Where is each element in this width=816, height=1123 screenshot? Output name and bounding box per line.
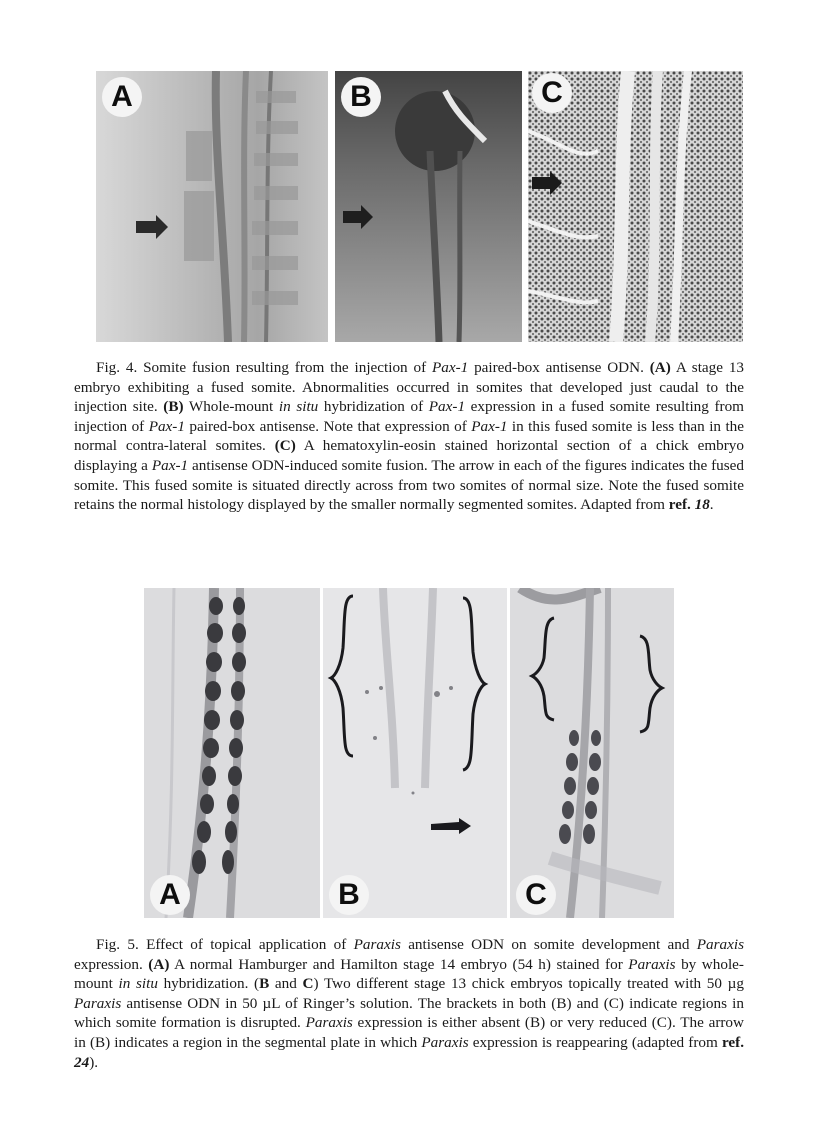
panel-label-c: C — [516, 875, 556, 915]
figure-5-caption-text: Fig. 5. Effect of topical application of Paraxis antisense ODN on somite development and Paraxis expression. (A) A normal Hamburger and Hamilton stage 14 embryo (54 h) stained for Paraxis by whole-mount in situ hybridization. (B and C) Two different stage 13 chick embryos topically treated with 50 µg Paraxis antisense ODN in 50 µL of Ringer’s solution. The brackets in both (B) and (C) indicate regions in which somite formation is disrupted. Paraxis expression is either absent (B) or very reduced (C). The arrow in (B) indicates a region in the segmental plate in which Paraxis expression is reappearing (adapted from ref. 24). — [74, 936, 745, 1071]
histology-section-c — [528, 71, 743, 342]
figure-5-panel-b — [323, 588, 507, 918]
panel-label-b: B — [329, 875, 369, 915]
figure-4-caption — [74, 358, 744, 515]
figure-4-caption-text: Fig. 4. Somite fusion resulting from the injection of Pax-1 paired-box antisense ODN. (A) A stage 13 embryo exhibiting a fused somite. Abnormalities occurred in somites that developed just caudal to the injection site. (B) Whole-mount in situ hybridization of Pax-1 expression in a fused somite resulting from injection of Pax-1 paired-box antisense. Note that expression of Pax-1 in this fused somite is less than in the normal contra-lateral somites. (C) A hematoxylin-eosin stained horizontal section of a chick embryo displaying a Pax-1 antisense ODN-induced somite fusion. The arrow in each of the figures indicates the fused somite. This fused somite is situated directly across from two somites of normal size. Note the fused somite retains the normal histology displayed by the smaller normally segmented somites. Adapted from ref. 18. — [74, 359, 745, 514]
panel-label-a: A — [150, 875, 190, 915]
figure-5-caption — [74, 935, 744, 1072]
figure-5 — [144, 588, 674, 918]
whole-mount-embryo-c — [510, 588, 674, 918]
figure-4-panel-a — [96, 71, 328, 342]
figure-5-panel-a — [144, 588, 320, 918]
whole-mount-embryo-b — [323, 588, 507, 918]
panel-label-a: A — [102, 77, 142, 117]
figure-4-panel-b — [335, 71, 522, 342]
panel-label-b: B — [341, 77, 381, 117]
whole-mount-embryo-a — [144, 588, 320, 918]
figure-4-panel-c — [528, 71, 743, 342]
figure-4 — [96, 71, 743, 342]
panel-label-c: C — [532, 73, 572, 113]
figure-5-panel-c — [510, 588, 674, 918]
